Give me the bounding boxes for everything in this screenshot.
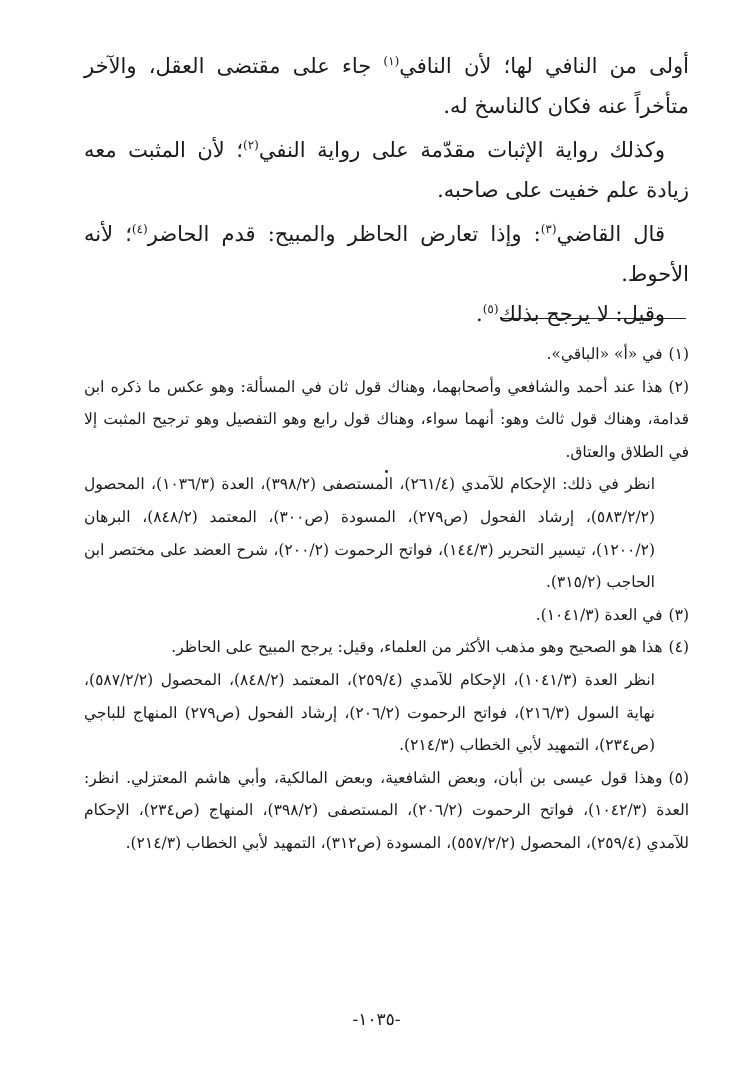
paragraph-4 [84,294,689,334]
footnote-1 [84,338,689,371]
footnote-ref-5[interactable]: (٥) [482,302,499,316]
footnote-marker: (٥) [668,768,689,787]
footnote-marker: (٤) [668,638,689,657]
footnote-marker: (٣) [668,605,689,624]
para3-mid: : وإذا تعارض الحاظر والمبيح: قدم الحاضر [147,222,541,246]
footnote-text: هذا هو الصحيح وهو مذهب الأكثر من العلماء، وقيل: يرجح المبيح على الحاظر. [171,638,663,657]
footnote-separator [502,318,686,319]
footnote-text: في العدة (١٠٤١/٣). [535,605,663,624]
footnote-2-references: انظر في ذلك: الإحكام للآمدي (٢٦١/٤)، المستصفى (٣٩٨/٢)، العدة (١٠٣٦/٣)، المحصول (٥٨٣/٢/٢)، إرشاد الفحول (ص٢٧٩)، المسودة (ص٣٠٠)، المعتمد (٨٤٨/٢)، البرهان (١٢٠٠/٢)، تيسير التحرير (١٤٤/٣)، فواتح الرحموت (٢٠٠/٢)، شرح العضد على مختصر ابن الحاجب (٣١٥/٢). [84,475,656,592]
footnote-ref-3[interactable]: (٣) [540,222,557,236]
footnote-text: هذا عند أحمد والشافعي وأصحابهما، وهناك قول ثان في المسألة: وهو عكس ما ذكره ابن قدامة، وهناك قول ثالث وهو: أنهما سواء، وهناك قول رابع وهو التفصيل وهو ترجيح المثبت إلا في الطلاق والعتاق. [84,377,689,461]
para4-rest: . [476,302,483,326]
paragraph-2 [84,130,689,210]
footnote-ref-2[interactable]: (٢) [243,138,259,152]
para3-text: قال القاضي [556,222,665,246]
page-number: -١٠٣٥- [352,1010,401,1030]
footnote-2 [84,371,689,469]
para2-text: وكذلك رواية الإثبات مقدّمة على رواية النفي [258,138,666,162]
footnote-ref-4[interactable]: (٤) [131,222,148,236]
footnote-5 [84,762,689,860]
paragraph-1 [84,46,689,126]
footnote-4-references: انظر العدة (١٠٤١/٣)، الإحكام للآمدي (٢٥٩/٤)، المعتمد (٨٤٨/٢)، المحصول (٥٨٧/٢/٢)، نهاية السول (٢١٦/٣)، فواتح الرحموت (٢٠٦/٢)، إرشاد الفحول (ص٢٧٩) المنهاج للباجي (ص٢٣٤)، التمهيد لأبي الخطاب (٢١٤/٣). [84,670,655,755]
paragraph-3 [84,214,689,294]
para2-rest: ؛ لأن المثبت معه زيادة علم خفيت على صاحبه. [84,138,689,202]
footnotes [84,338,689,860]
para1-text: أولى من النافي لها؛ لأن النافي [399,54,689,78]
para3-rest: ؛ لأنه الأحوط. [84,222,689,286]
footnote-4 [84,631,689,664]
para1-rest: جاء على مقتضى العقل، والآخر متأخراً عنه فكان كالناسخ له. [84,54,689,118]
footnote-3 [84,599,689,632]
footnote-marker: (٢) [668,377,689,396]
para4-text: وقيل: لا يرجح بذلك [498,302,665,326]
main-text [84,46,689,334]
footnote-marker: (١) [668,345,689,363]
footnote-text: وهذا قول عيسى بن أبان، وبعض الشافعية، وبعض المالكية، وأبي هاشم المعتزلي. انظر: العدة (١٠٤٢/٣)، فواتح الرحموت (٢٠٦/٢)، المستصفى (٣٩٨/٢)، المنهاج (ص٢٣٤)، الإحكام للآمدي (٢٥٩/٤)، المحصول (٥٥٧/٢/٢)، المسودة (ص٣١٢)، التمهيد لأبي الخطاب (٢١٤/٣). [84,768,689,852]
footnote-text: في «أ» «الباقي». [546,345,663,363]
footnote-ref-1[interactable]: (١) [383,54,400,68]
